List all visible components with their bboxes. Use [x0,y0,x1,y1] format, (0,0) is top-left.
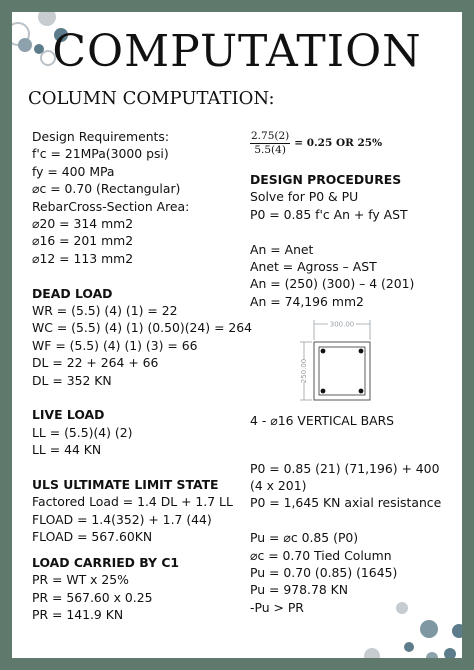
text-line: f'c = 21MPa(3000 psi) [32,146,169,162]
text-line: Design Requirements: [32,129,170,144]
text-line: Anet = Agross – AST [250,259,377,275]
section-heading: ULS ULTIMATE LIMIT STATE [32,477,219,493]
right-column [250,128,450,616]
text-line: RebarCross-Section Area: [32,198,190,214]
fraction-result: = 0.25 OR 25% [294,136,383,149]
section-heading: LIVE LOAD [32,407,105,423]
rebar-dot [321,349,326,354]
text-line: Pu = 0.70 (0.85) (1645) [250,565,398,581]
height-dimension-label: 250.00 [300,358,308,384]
text-line: WC = (5.5) (4) (1) (0.50)(24) = 264 [32,320,253,336]
text-line: An = (250) (300) – 4 (201) [250,276,415,292]
column-section-svg [250,316,450,408]
fraction [250,130,290,157]
text-line: Pu = 978.78 KN [250,582,349,598]
percentage-formula [250,130,450,157]
page-title: COMPUTATION [52,26,422,77]
text-line: An = 74,196 mm2 [250,293,364,309]
rebar-dot [359,349,364,354]
bars-caption: 4 - ⌀16 VERTICAL BARS [250,413,395,429]
uls-section [32,476,252,546]
decor-dot [364,648,380,658]
dead-load-section [32,285,252,389]
text-line: ⌀c = 0.70 Tied Column [250,547,392,563]
rebar-dot [359,389,364,394]
fraction-denominator: 5.5(4) [254,144,286,156]
text-line: FLOAD = 567.60KN [32,529,153,545]
left-column [32,128,252,623]
fraction-numerator: 2.75(2) [251,130,290,142]
pu-section [250,529,450,616]
text-line: P0 = 0.85 (21) (71,196) + 400 (4 x 201) [250,460,440,494]
text-line: -Pu > PR [250,599,304,615]
decor-dot [420,620,438,638]
text-line: PR = 567.60 x 0.25 [32,589,153,605]
text-line: An = Anet [250,241,314,257]
text-line: Pu = ⌀c 0.85 (P0) [250,530,359,546]
text-line: DL = 352 KN [32,372,112,388]
decor-dot [452,624,462,638]
text-line: DL = 22 + 264 + 66 [32,355,159,371]
decor-dot [404,642,414,652]
design-requirements [32,128,252,267]
text-line: Factored Load = 1.4 DL + 1.7 LL [32,494,233,510]
design-procedures-section [250,171,450,223]
document-sheet [12,12,462,658]
text-line: PR = 141.9 KN [32,606,124,622]
text-line: ⌀12 = 113 mm2 [32,250,134,266]
decor-dot [38,12,56,26]
text-line: WF = (5.5) (4) (1) (3) = 66 [32,337,198,353]
text-line: P0 = 0.85 f'c An + fy AST [250,206,408,222]
text-line: ⌀c = 0.70 (Rectangular) [32,181,181,197]
area-section [250,241,450,311]
text-line: PR = WT x 25% [32,572,129,588]
column-section-diagram [250,316,450,408]
decor-dot [426,652,438,658]
width-dimension-label: 300.00 [329,320,355,329]
section-heading: DESIGN PROCEDURES [250,172,402,187]
text-line: P0 = 1,645 KN axial resistance [250,495,442,511]
section-subtitle: COLUMN COMPUTATION: [28,88,275,109]
text-line: fy = 400 MPa [32,163,115,179]
section-heading: LOAD CARRIED BY C1 [32,554,180,570]
decor-dot [444,648,456,658]
text-line: LL = 44 KN [32,442,102,458]
section-heading: DEAD LOAD [32,285,113,301]
text-line: WR = (5.5) (4) (1) = 22 [32,303,178,319]
text-line: LL = (5.5)(4) (2) [32,424,133,440]
text-line: Solve for P0 & PU [250,189,359,205]
rebar-dot [321,389,326,394]
text-line: FLOAD = 1.4(352) + 1.7 (44) [32,511,212,527]
p0-section [250,460,450,512]
text-line: ⌀20 = 314 mm2 [32,216,134,232]
load-carried-section [32,554,252,624]
text-line: ⌀16 = 201 mm2 [32,233,134,249]
live-load-section [32,406,252,458]
